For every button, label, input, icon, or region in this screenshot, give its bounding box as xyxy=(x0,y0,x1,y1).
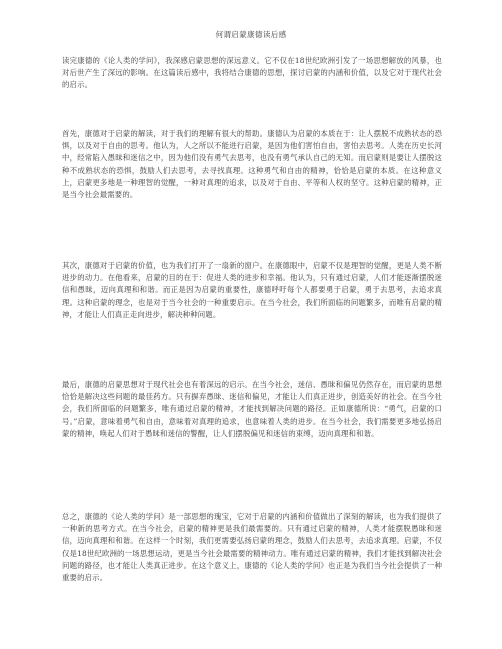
paragraph-text: 读完康德的《论人类的学问》，我深感启蒙思想的深远意义。它不仅在18世纪欧洲引发了一场思想解放的风暴，也对后世产生了深远的影响。在这篇读后感中，我将结合康德的思想，探讨启蒙的内涵和价值，以及它对于现代社会的启示。 xyxy=(62,56,442,90)
paragraph-first-point xyxy=(62,128,442,201)
paragraph-text: 其次，康德对于启蒙的价值，也为我们打开了一扇新的窗户。在康德眼中，启蒙不仅是理智的觉醒，更是人类不断进步的动力。在他看来，启蒙的目的在于：促进人类的进步和幸福。他认为，只有通过启蒙，人们才能逐渐摆脱迷信和愚昧，迈向真理和和谐。而正是因为启蒙的重要性，康德呼吁每个人都要勇于启蒙，勇于去思考，去追求真理。这种启蒙的理念，也是对于当今社会的一种重要启示。在当今社会，我们所面临的问题繁多，而唯有启蒙的精神，才能让人们真正走向进步，解决种种问题。 xyxy=(62,261,442,319)
paragraph-conclusion xyxy=(62,511,442,584)
paragraph-text: 总之，康德的《论人类的学问》是一部思想的瑰宝，它对于启蒙的内涵和价值做出了深刻的解读，也为我们提供了一种新的思考方式。在当今社会，启蒙的精神更是我们最需要的。只有通过启蒙的精神，人类才能摆脱愚昧和迷信，迈向真理和和谐。在这样一个时刻，我们更需要弘扬启蒙的理念，鼓励人们去思考，去追求真理。启蒙，不仅仅是18世纪欧洲的一场思想运动，更是当今社会最需要的精神动力。唯有通过启蒙的精神，我们才能找到解决社会问题的路径，也才能让人类真正进步。在这个意义上，康德的《论人类的学问》也正是为我们当今社会提供了一种重要的启示。 xyxy=(62,512,442,583)
paragraph-third-point xyxy=(62,379,442,440)
document-title: 何谓启蒙康德读后感 xyxy=(215,30,287,39)
paragraph-intro xyxy=(62,55,442,92)
paragraph-text: 首先，康德对于启蒙的解读，对于我们的理解有很大的帮助。康德认为启蒙的本质在于：让人摆脱不成熟状态的恐惧，以及对于自由的思考。他认为，人之所以不能进行启蒙，是因为他们害怕自由，害怕去思考。人类在历史长河中，经常陷入愚昧和迷信之中，因为他们没有勇气去思考，也没有勇气承认自己的无知。而启蒙则是要让人摆脱这种不成熟状态的恐惧，鼓励人们去思考，去寻找真理。这种勇气和自由的精神，恰恰是启蒙的本质。在这种意义上，启蒙更多地是一种理智的觉醒，一种对真理的追求，以及对于自由、平等和人权的坚守。这种启蒙的精神，正是当今社会最需要的。 xyxy=(62,129,442,200)
paragraph-text: 最后，康德的启蒙思想对于现代社会也有着深远的启示。在当今社会，迷信、愚昧和偏见仍然存在，而启蒙的思想恰恰是解决这些问题的最佳药方。只有摒弃愚昧、迷信和偏见，才能让人们真正进步，创造美好的社会。在当今社会，我们所面临的问题繁多，唯有通过启蒙的精神，才能找到解决问题的路径。正如康德所说：“勇气，启蒙的口号。”启蒙，意味着勇气和自由，意味着对真理的追求，也意味着人类的进步。在当今社会，我们需要更多地弘扬启蒙的精神，唤起人们对于愚昧和迷信的警醒，让人们摆脱偏见和迷信的束缚，迈向真理和和谐。 xyxy=(62,380,442,438)
paragraph-second-point xyxy=(62,260,442,321)
